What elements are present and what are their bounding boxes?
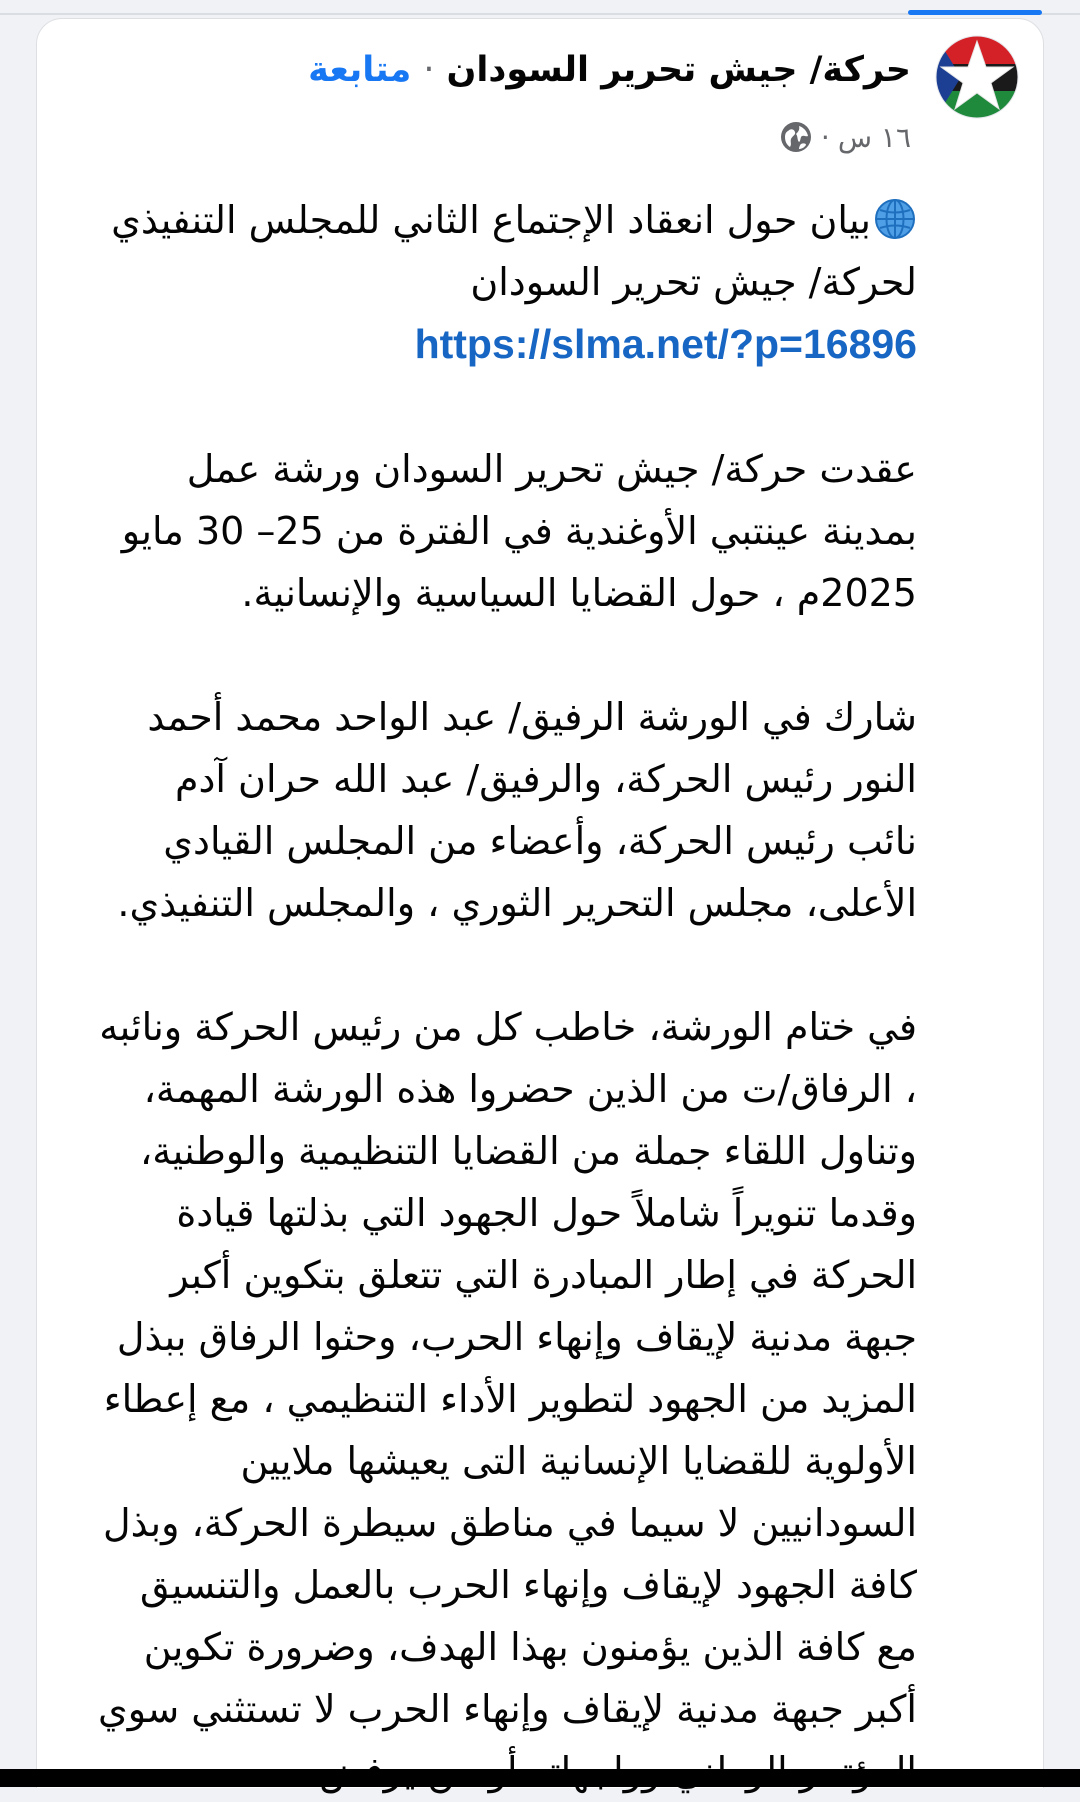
- spacer: [97, 934, 917, 996]
- spacer: [97, 376, 917, 438]
- post-paragraph-1: عقدت حركة/ جيش تحرير السودان ورشة عمل بمدينة عينتبي الأوغندية في الفترة من 25– 30 مايو 2025م ، حول القضايا السياسية والإنسانية.: [121, 447, 917, 615]
- post-title: بيان حول انعقاد الإجتماع الثاني للمجلس التنفيذي لحركة/ جيش تحرير السودان: [111, 198, 917, 304]
- active-tab-indicator: [908, 10, 1042, 15]
- follow-button[interactable]: متابعة: [308, 50, 412, 90]
- post-body: [97, 189, 917, 1802]
- post-link[interactable]: https://slma.net/?p=16896: [414, 321, 917, 367]
- page-name-link[interactable]: حركة/ جيش تحرير السودان: [446, 50, 911, 90]
- post-timestamp[interactable]: ١٦ س: [837, 120, 911, 154]
- post-header: [308, 45, 911, 95]
- globe-emoji-icon: [873, 197, 917, 241]
- system-navigation-bar: [0, 1769, 1080, 1787]
- post-card: [36, 18, 1044, 1788]
- post-paragraph-2: شارك في الورشة الرفيق/ عبد الواحد محمد أحمد النور رئيس الحركة، والرفيق/ عبد الله حران آدم نائب رئيس الحركة، وأعضاء من المجلس القيادي الأعلى، مجلس التحرير الثوري ، والمجلس التنفيذي.: [117, 695, 917, 925]
- post-paragraph-3: في ختام الورشة، خاطب كل من رئيس الحركة ونائبه ، الرفاق/ت من الذين حضروا هذه الورشة المهمة، وتناول اللقاء جملة من القضايا التنظيمية والوطنية، وقدما تنويراً شاملاً حول الجهود التي بذلتها قيادة الحركة في إطار المبادرة التي تتعلق بتكوين أكبر جبهة مدنية لإيقاف وإنهاء الحرب، وحثوا الرفاق ببذل المزيد من الجهود لتطوير الأداء التنظيمي ، مع إعطاء الأولوية للقضايا الإنسانية التى يعيشها ملايين السودانيين لا سيما في مناطق سيطرة الحركة، وبذل كافة الجهود لإيقاف وإنهاء الحرب بالعمل والتنسيق مع كافة الذين يؤمنون بهذا الهدف، وضرورة تكوين أكبر جبهة مدنية لإيقاف وإنهاء الحرب لا تستثني سوي: [97, 1005, 917, 1731]
- post-title-paragraph: [97, 189, 917, 313]
- slm-flag-star-logo: [935, 35, 1019, 119]
- globe-icon[interactable]: [779, 120, 813, 154]
- post-meta: [779, 115, 911, 159]
- page-avatar[interactable]: [935, 35, 1019, 119]
- meta-separator: ·: [820, 120, 830, 154]
- spacer: [97, 624, 917, 686]
- header-separator: ·: [423, 50, 435, 90]
